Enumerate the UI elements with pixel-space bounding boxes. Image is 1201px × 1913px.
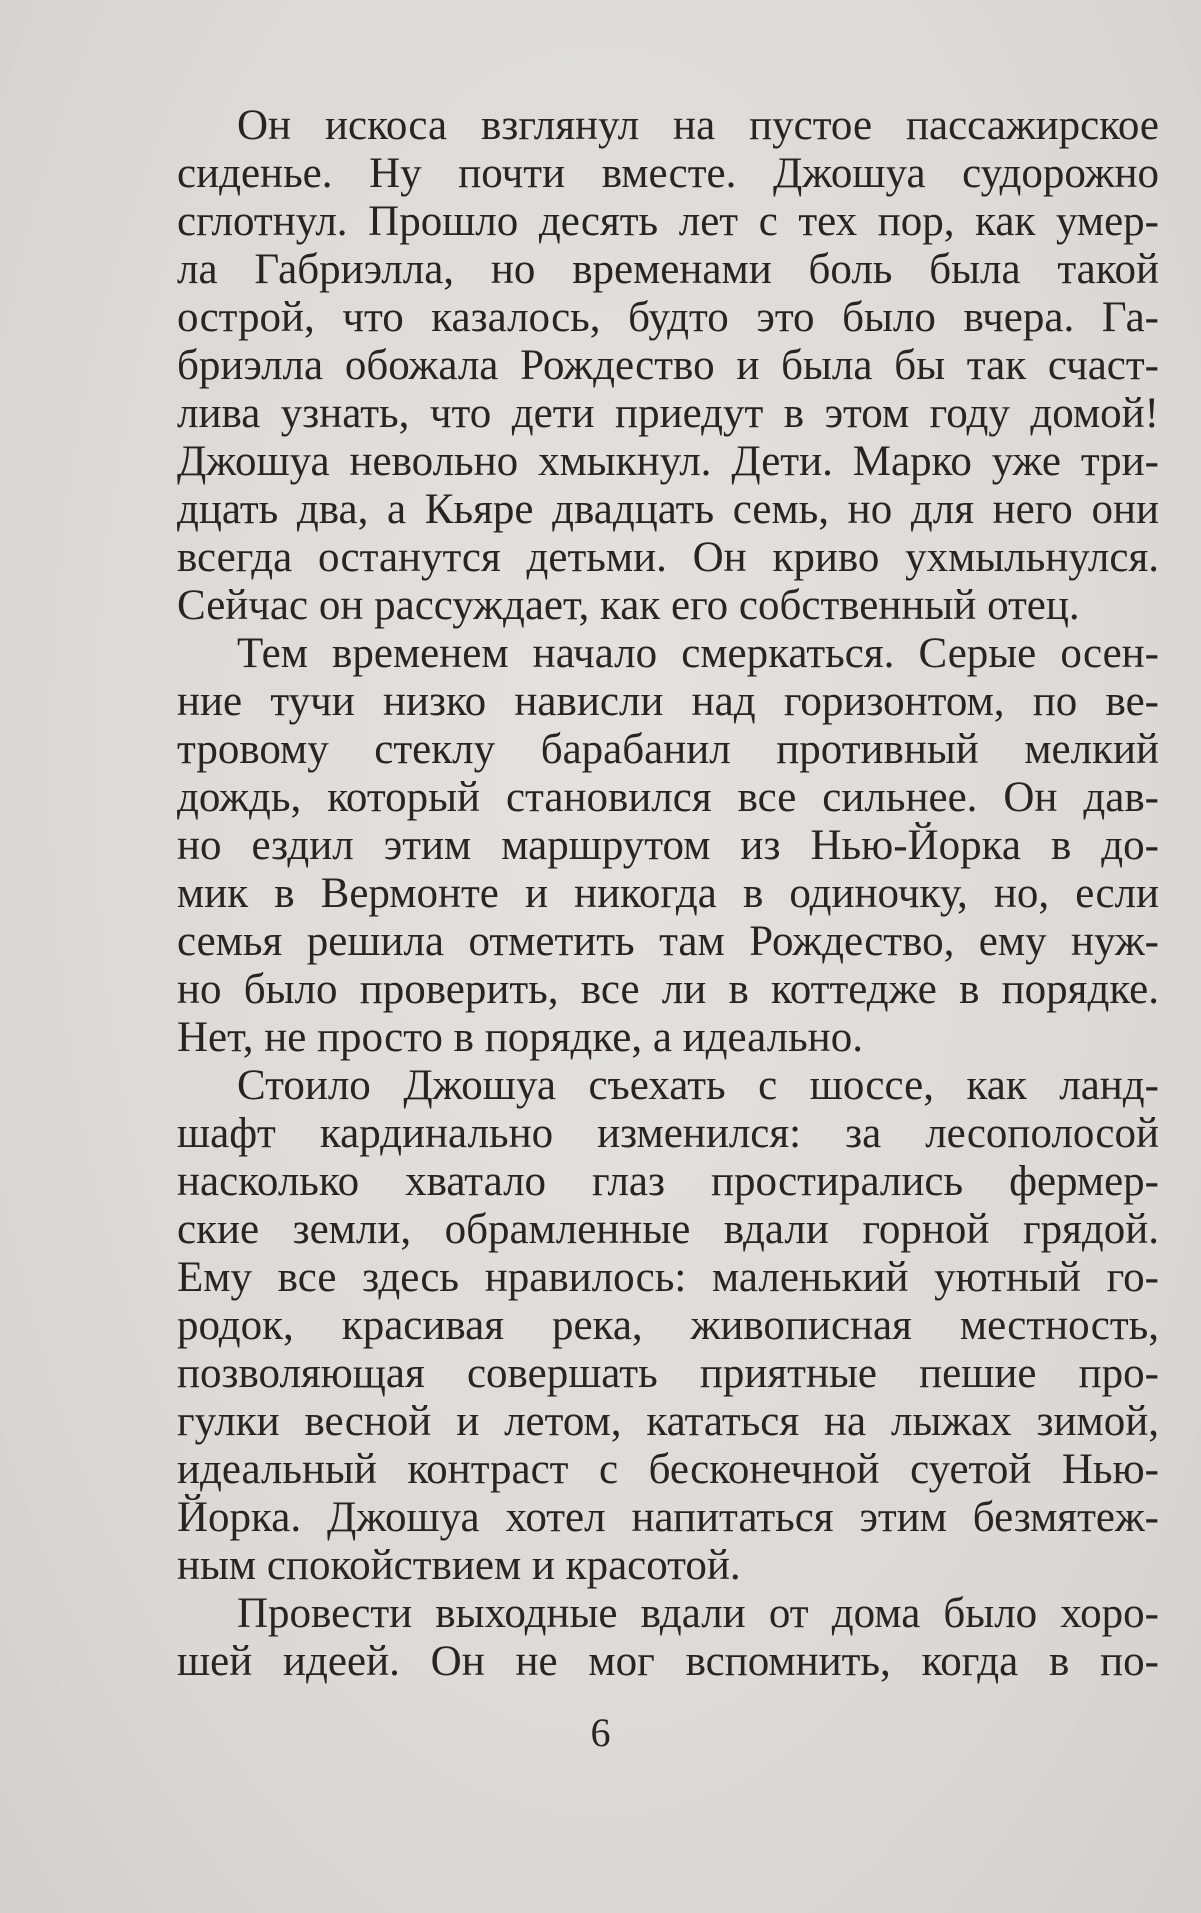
- text-line: шафт кардинально изменился: за лесополосой: [177, 1110, 1159, 1157]
- text-line: родок, красивая река, живописная местность,: [177, 1302, 1159, 1349]
- text-line: дцать два, а Кьяре двадцать семь, но для него они: [177, 486, 1159, 533]
- text-line: тровому стеклу барабанил противный мелкий: [177, 726, 1159, 773]
- text-line: насколько хватало глаз простирались фермер-: [177, 1158, 1159, 1205]
- text-line: Джошуа невольно хмыкнул. Дети. Марко уже три-: [177, 438, 1159, 485]
- text-line: идеальный контраст с бесконечной суетой Нью-: [177, 1446, 1159, 1493]
- body-text: [177, 102, 1159, 1686]
- text-line: бриэлла обожала Рождество и была бы так счаст-: [177, 342, 1159, 389]
- text-line: мик в Вермонте и никогда в одиночку, но, если: [177, 870, 1159, 917]
- text-line: но ездил этим маршрутом из Нью-Йорка в до-: [177, 822, 1159, 869]
- text-line: ла Габриэлла, но временами боль была такой: [177, 246, 1159, 293]
- page-number: 6: [590, 1710, 611, 1755]
- text-line: семья решила отметить там Рождество, ему нуж-: [177, 918, 1159, 965]
- text-line: ние тучи низко нависли над горизонтом, по ве-: [177, 678, 1159, 725]
- text-line: гулки весной и летом, кататься на лыжах зимой,: [177, 1398, 1159, 1445]
- text-line: Стоило Джошуа съехать с шоссе, как ланд-: [237, 1062, 1159, 1109]
- text-line: Йорка. Джошуа хотел напитаться этим безмятеж-: [177, 1494, 1159, 1541]
- text-line: Ему все здесь нравилось: маленький уютный го-: [177, 1254, 1159, 1301]
- text-line: позволяющая совершать приятные пешие про-: [177, 1350, 1159, 1397]
- text-line: всегда останутся детьми. Он криво ухмыльнулся.: [177, 534, 1159, 581]
- paragraph: [177, 102, 1159, 630]
- text-line: Нет, не просто в порядке, а идеально.: [177, 1014, 863, 1061]
- text-line: Он искоса взглянул на пустое пассажирское: [237, 102, 1159, 149]
- text-line: сглотнул. Прошло десять лет с тех пор, как умер-: [177, 198, 1159, 245]
- text-line: но было проверить, все ли в коттедже в порядке.: [177, 966, 1159, 1013]
- paragraph: [177, 630, 1159, 1062]
- paragraph: [177, 1062, 1159, 1590]
- text-line: ным спокойствием и красотой.: [177, 1542, 741, 1589]
- text-line: ские земли, обрамленные вдали горной грядой.: [177, 1206, 1159, 1253]
- text-line: Сейчас он рассуждает, как его собственный отец.: [177, 582, 1080, 629]
- text-line: лива узнать, что дети приедут в этом году домой!: [177, 390, 1159, 437]
- text-line: острой, что казалось, будто это было вчера. Га-: [177, 294, 1159, 341]
- text-line: Провести выходные вдали от дома было хоро-: [237, 1590, 1159, 1637]
- text-line: дождь, который становился все сильнее. Он дав-: [177, 774, 1159, 821]
- text-line: Тем временем начало смеркаться. Серые осен-: [237, 630, 1159, 677]
- text-line: шей идеей. Он не мог вспомнить, когда в по-: [177, 1638, 1159, 1685]
- paragraph: [177, 1590, 1159, 1686]
- text-line: сиденье. Ну почти вместе. Джошуа судорожно: [177, 150, 1159, 197]
